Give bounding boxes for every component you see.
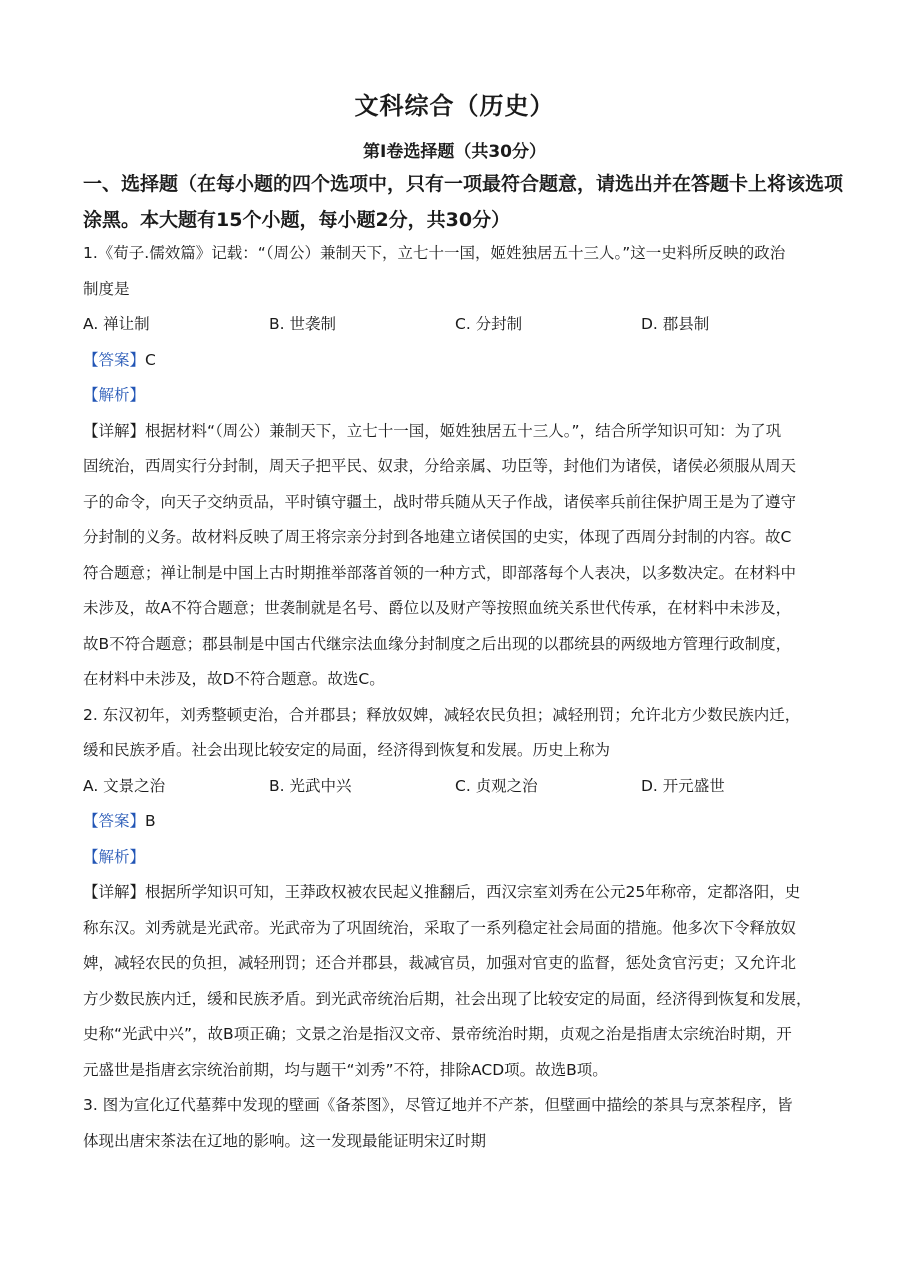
detail-text: 婢，减轻农民的负担，减轻刑罚；还合并郡县，裁减官员，加强对官吏的监督，惩处贪官污吏；又允许北: [83, 954, 797, 972]
detail-line: [83, 875, 833, 911]
detail-tag: 【详解】: [83, 883, 146, 901]
detail-text: 根据所学知识可知，王莽政权被农民起义推翻后，西汉宗室刘秀在公元25年称帝，定都洛阳，史: [145, 883, 801, 901]
question-options: [83, 307, 833, 343]
analysis-line: [83, 840, 833, 876]
option-d: D. 郡县制: [641, 315, 710, 333]
page-title: 文科综合（历史）: [354, 92, 555, 120]
detail-text: 未涉及，故A不符合题意；世袭制就是名号、爵位以及财产等按照血统关系世代传承，在材料中未涉及，: [83, 599, 792, 617]
detail-text: 符合题意；禅让制是中国上古时期推举部落首领的一种方式，即部落每个人表决，以多数决定。在材料中: [83, 563, 797, 582]
detail-text: 称东汉。刘秀就是光武帝。光武帝为了巩固统治，采取了一系列稳定社会局面的措施。他多次下令释放奴: [83, 918, 797, 937]
question-stem: 缓和民族矛盾。社会出现比较安定的局面，经济得到恢复和发展。历史上称为: [83, 741, 611, 759]
answer-tag: 【答案】: [83, 812, 146, 830]
analysis-tag: 【解析】: [83, 386, 146, 404]
analysis-tag: 【解析】: [83, 847, 146, 866]
option-a: A. 禅让制: [83, 315, 150, 333]
answer-value: B: [145, 812, 156, 830]
questions-body: [83, 236, 833, 1159]
answer-tag: 【答案】: [83, 350, 146, 369]
detail-text: 根据材料“（周公）兼制天下，立七十一国，姬姓独居五十三人。”，结合所学知识可知：为了巩: [145, 421, 782, 440]
detail-text: 固统治，西周实行分封制，周天子把平民、奴隶，分给亲属、功臣等，封他们为诸侯，诸侯必须服从周天: [83, 457, 797, 475]
detail-text: 分封制的义务。故材料反映了周王将宗亲分封到各地建立诸侯国的史实，体现了西周分封制的内容。故C: [83, 528, 792, 546]
section-heading-line: 涂黑。本大题有15个小题，每小题2分，共30分）: [83, 209, 511, 231]
answer-line: [83, 804, 833, 840]
detail-tag: 【详解】: [83, 421, 146, 440]
detail-text: 元盛世是指唐玄宗统治前期，均与题干“刘秀”不符，排除ACD项。故选B项。: [83, 1060, 608, 1079]
answer-line: [83, 343, 833, 379]
detail-text: 方少数民族内迁，缓和民族矛盾。到光武帝统治后期，社会出现了比较安定的局面，经济得到恢复和发展，: [83, 989, 812, 1008]
option-a: A. 文景之治: [83, 776, 166, 795]
page-subtitle: 第Ⅰ卷选择题（共30分）: [363, 142, 546, 162]
analysis-line: [83, 378, 833, 414]
section-heading: [83, 166, 843, 238]
detail-text: 在材料中未涉及，故D不符合题意。故选C。: [83, 670, 385, 688]
option-c: C. 分封制: [455, 315, 523, 333]
option-c: C. 贞观之治: [455, 776, 538, 795]
option-d: D. 开元盛世: [641, 776, 725, 795]
question-stem: 体现出唐宋茶法在辽地的影响。这一发现最能证明宋辽时期: [83, 1131, 487, 1150]
detail-text: 史称“光武中兴”，故B项正确；文景之治是指汉文帝、景帝统治时期，贞观之治是指唐太宗统治时期，开: [83, 1025, 792, 1043]
detail-line: [83, 414, 833, 450]
option-b: B. 光武中兴: [269, 776, 352, 795]
question-stem: 2. 东汉初年，刘秀整顿吏治，合并郡县；释放奴婢，减轻农民负担；减轻刑罚；允许北方少数民族内迁，: [83, 705, 801, 724]
section-heading-line: 一、选择题（在每小题的四个选项中，只有一项最符合题意，请选出并在答题卡上将该选项: [83, 173, 844, 195]
answer-value: C: [145, 350, 156, 369]
detail-text: 故B不符合题意；郡县制是中国古代继宗法血缘分封制度之后出现的以郡统县的两级地方管理行政制度，: [83, 634, 792, 653]
question-stem: 制度是: [83, 279, 130, 298]
question-stem: 1.《荀子.儒效篇》记载：“（周公）兼制天下，立七十一国，姬姓独居五十三人。”这一史料所反映的政治: [83, 244, 786, 262]
detail-text: 子的命令，向天子交纳贡品，平时镇守疆土，战时带兵随从天子作战，诸侯率兵前往保护周王是为了遵守: [83, 492, 797, 511]
option-b: B. 世袭制: [269, 315, 336, 333]
question-options: [83, 769, 833, 805]
question-stem: 3. 图为宣化辽代墓葬中发现的壁画《备茶图》，尽管辽地并不产茶，但壁画中描绘的茶具与烹茶程序，皆: [83, 1096, 793, 1114]
